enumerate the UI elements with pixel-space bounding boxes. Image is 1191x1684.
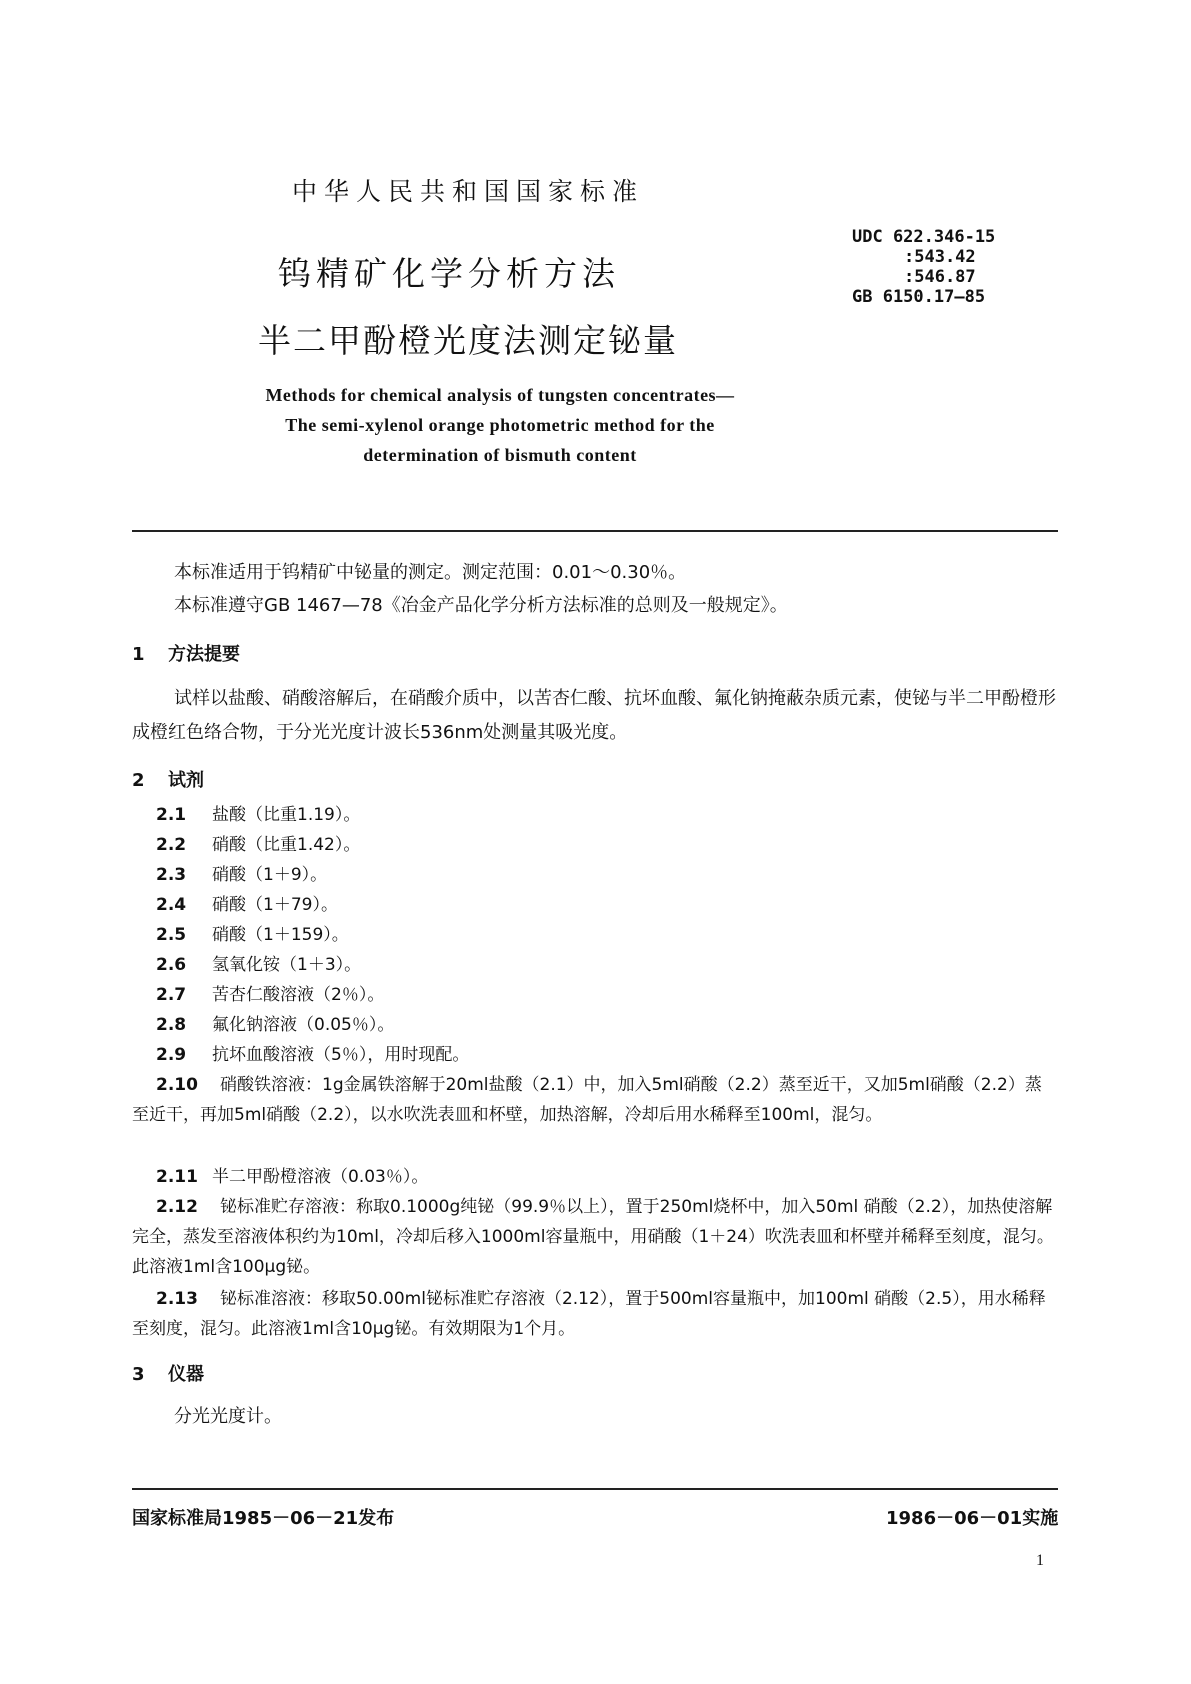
item-text: 抗坏血酸溶液（5％），用时现配。 [212, 1045, 470, 1065]
reagent-item [132, 1284, 1058, 1344]
item-text: 硝酸铁溶液：1g金属铁溶解于20ml盐酸（2.1）中，加入5ml硝酸（2.2）蒸至近干，又加5ml硝酸（2.2）蒸至近干，再加5ml硝酸（2.2），以水吹洗表皿和杯壁，加热溶解，冷却后用水稀释至100ml，混匀。 [132, 1075, 1042, 1125]
section-3-body: 分光光度计。 [174, 1406, 282, 1427]
standard-header: 中华人民共和国国家标准 [292, 177, 645, 206]
item-number: 2.3 [156, 865, 187, 885]
reagent-item [132, 1010, 1058, 1040]
item-number: 2.9 [156, 1045, 187, 1065]
item-number: 2.4 [156, 895, 187, 915]
section-title: 方法提要 [168, 644, 240, 665]
section-title: 试剂 [168, 770, 204, 791]
item-number: 2.1 [156, 805, 187, 825]
section-number: 1 [132, 644, 145, 665]
section-number: 2 [132, 770, 145, 791]
section-1-heading [132, 640, 240, 666]
item-number: 2.6 [156, 955, 187, 975]
udc-line: :543.42 [904, 247, 976, 267]
reagent-item [132, 920, 1058, 950]
section-title: 仪器 [168, 1364, 204, 1385]
reagent-item [132, 980, 1058, 1010]
item-text: 半二甲酚橙溶液（0.03％）。 [212, 1167, 429, 1187]
gb-number: GB 6150.17—85 [852, 287, 986, 307]
english-title-line: Methods for chemical analysis of tungsten concentrates— [265, 385, 735, 405]
reagent-item [132, 1070, 1058, 1130]
document-subtitle: 半二甲酚橙光度法测定铋量 [258, 321, 678, 360]
udc-line: :546.87 [904, 267, 976, 287]
item-number: 2.10 [156, 1075, 198, 1095]
footer-divider [132, 1488, 1058, 1490]
udc-code-block [852, 227, 1032, 307]
english-title-line: The semi-xylenol orange photometric method for the [285, 415, 715, 435]
reagent-item [132, 860, 1058, 890]
issued-date: 国家标准局1985－06－21发布 [132, 1508, 395, 1529]
intro-scope: 本标准适用于钨精矿中铋量的测定。测定范围：0.01～0.30％。 [174, 562, 687, 583]
item-text: 硝酸（1＋79）。 [212, 895, 338, 915]
item-number: 2.8 [156, 1015, 187, 1035]
reagent-item [132, 800, 1058, 830]
reagent-item [132, 1162, 1058, 1192]
item-text: 氢氧化铵（1＋3）。 [212, 955, 362, 975]
english-title [180, 380, 820, 470]
reagent-item [132, 1192, 1058, 1282]
item-number: 2.7 [156, 985, 187, 1005]
item-text: 硝酸（比重1.42）。 [212, 835, 361, 855]
item-number: 2.2 [156, 835, 187, 855]
item-number: 2.11 [156, 1167, 198, 1187]
item-text: 铋标准溶液：移取50.00ml铋标准贮存溶液（2.12），置于500ml容量瓶中，加100ml 硝酸（2.5），用水稀释至刻度，混匀。此溶液1ml含10μg铋。有效期限为1个月。 [132, 1289, 1046, 1339]
udc-line: UDC 622.346-15 [852, 227, 996, 247]
effective-date: 1986－06－01实施 [886, 1508, 1059, 1529]
section-3-heading [132, 1360, 204, 1386]
item-text: 硝酸（1＋159）。 [212, 925, 349, 945]
section-number: 3 [132, 1364, 145, 1385]
item-number: 2.5 [156, 925, 187, 945]
item-number: 2.12 [156, 1197, 198, 1217]
item-text: 氟化钠溶液（0.05％）。 [212, 1015, 395, 1035]
reagent-item [132, 950, 1058, 980]
reagent-item [132, 830, 1058, 860]
item-text: 硝酸（1＋9）。 [212, 865, 328, 885]
header-divider [132, 530, 1058, 532]
english-title-line: determination of bismuth content [363, 445, 637, 465]
reagent-item [132, 890, 1058, 920]
intro-compliance: 本标准遵守GB 1467—78《冶金产品化学分析方法标准的总则及一般规定》。 [174, 595, 788, 616]
item-text: 苦杏仁酸溶液（2％）。 [212, 985, 385, 1005]
reagent-item [132, 1040, 1058, 1070]
item-text: 铋标准贮存溶液：称取0.1000g纯铋（99.9％以上），置于250ml烧杯中，加入50ml 硝酸（2.2），加热使溶解完全，蒸发至溶液体积约为10ml，冷却后移入1000ml容量瓶中，用硝酸（1＋24）吹洗表皿和杯壁并稀释至刻度，混匀。此溶液1ml含100μg铋。 [132, 1197, 1054, 1277]
document-title: 钨精矿化学分析方法 [278, 254, 620, 293]
item-number: 2.13 [156, 1289, 198, 1309]
section-1-body: 试样以盐酸、硝酸溶解后，在硝酸介质中，以苦杏仁酸、抗坏血酸、氟化钠掩蔽杂质元素，使铋与半二甲酚橙形成橙红色络合物，于分光光度计波长536nm处测量其吸光度。 [132, 688, 1056, 743]
section-2-heading [132, 766, 204, 792]
item-text: 盐酸（比重1.19）。 [212, 805, 361, 825]
page-number: 1 [1036, 1552, 1044, 1569]
